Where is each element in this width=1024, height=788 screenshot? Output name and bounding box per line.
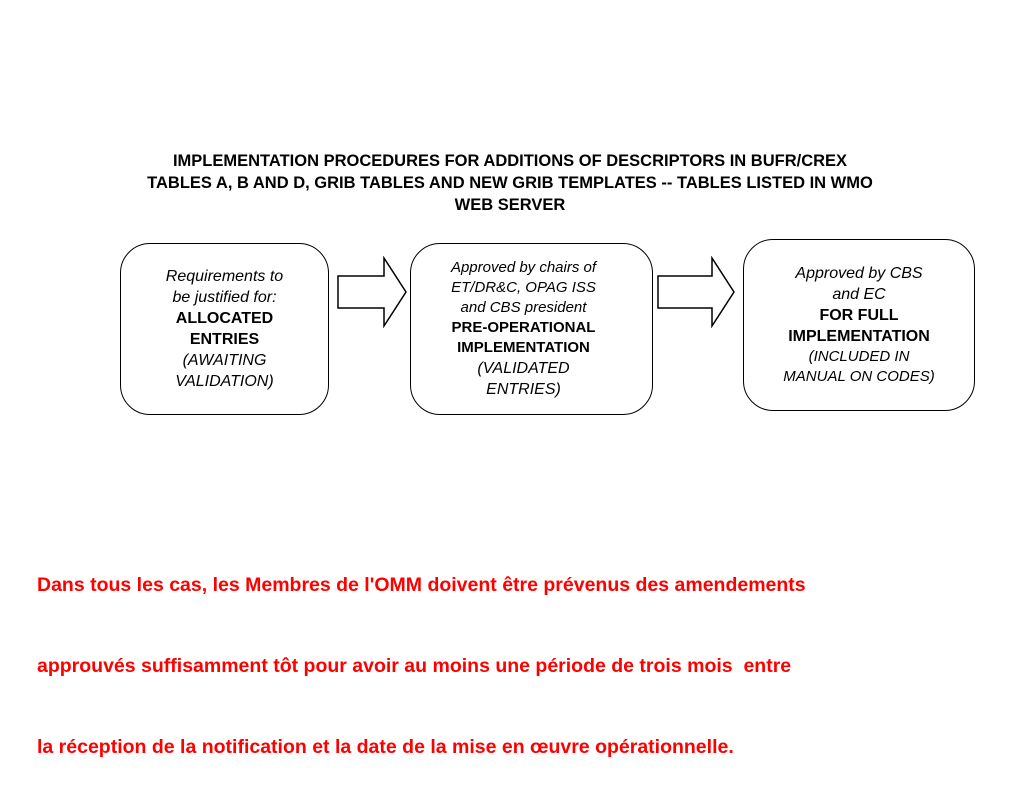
preop-line-3: and CBS president	[460, 299, 587, 316]
allocated-line-3: ALLOCATED	[175, 310, 274, 327]
title-line-2: TABLES A, B AND D, GRIB TABLES AND NEW GRIB TEMPLATES -- TABLES LISTED IN WMO	[147, 174, 873, 192]
full-line-1: Approved by CBS	[795, 265, 923, 282]
diagram-title	[40, 150, 980, 216]
pre-operational-box	[410, 243, 653, 415]
note-line-2: approuvés suffisamment tôt pour avoir au moins une période de trois mois entre	[37, 655, 792, 677]
allocated-line-2: be justified for:	[172, 289, 277, 306]
preop-line-2: ET/DR&C, OPAG ISS	[451, 279, 596, 296]
preop-line-1: Approved by chairs of	[450, 259, 597, 276]
allocated-line-1: Requirements to	[165, 268, 284, 285]
allocated-entries-box	[120, 243, 329, 415]
title-line-3: WEB SERVER	[454, 196, 566, 214]
full-line-4: IMPLEMENTATION	[788, 328, 930, 345]
allocated-line-5: (AWAITING	[182, 352, 267, 369]
allocated-line-6: VALIDATION)	[175, 373, 274, 390]
right-arrow-icon	[656, 256, 736, 328]
full-line-2: and EC	[832, 286, 886, 303]
preop-line-5: IMPLEMENTATION	[457, 339, 590, 356]
preop-line-4: PRE-OPERATIONAL	[451, 319, 596, 336]
full-line-3: FOR FULL	[819, 307, 899, 324]
full-implementation-box	[743, 239, 975, 411]
french-note	[37, 518, 997, 788]
right-arrow-icon	[336, 256, 408, 328]
full-line-5: (INCLUDED IN	[808, 348, 910, 365]
allocated-line-4: ENTRIES	[189, 331, 260, 348]
note-line-1: Dans tous les cas, les Membres de l'OMM doivent être prévenus des amendements	[37, 574, 806, 596]
preop-line-7: ENTRIES)	[486, 381, 561, 398]
note-line-3: la réception de la notification et la date de la mise en œuvre opérationnelle.	[37, 736, 734, 758]
preop-line-6: (VALIDATED	[477, 360, 570, 377]
full-line-6: MANUAL ON CODES)	[783, 368, 935, 385]
title-line-1: IMPLEMENTATION PROCEDURES FOR ADDITIONS OF DESCRIPTORS IN BUFR/CREX	[172, 152, 848, 170]
